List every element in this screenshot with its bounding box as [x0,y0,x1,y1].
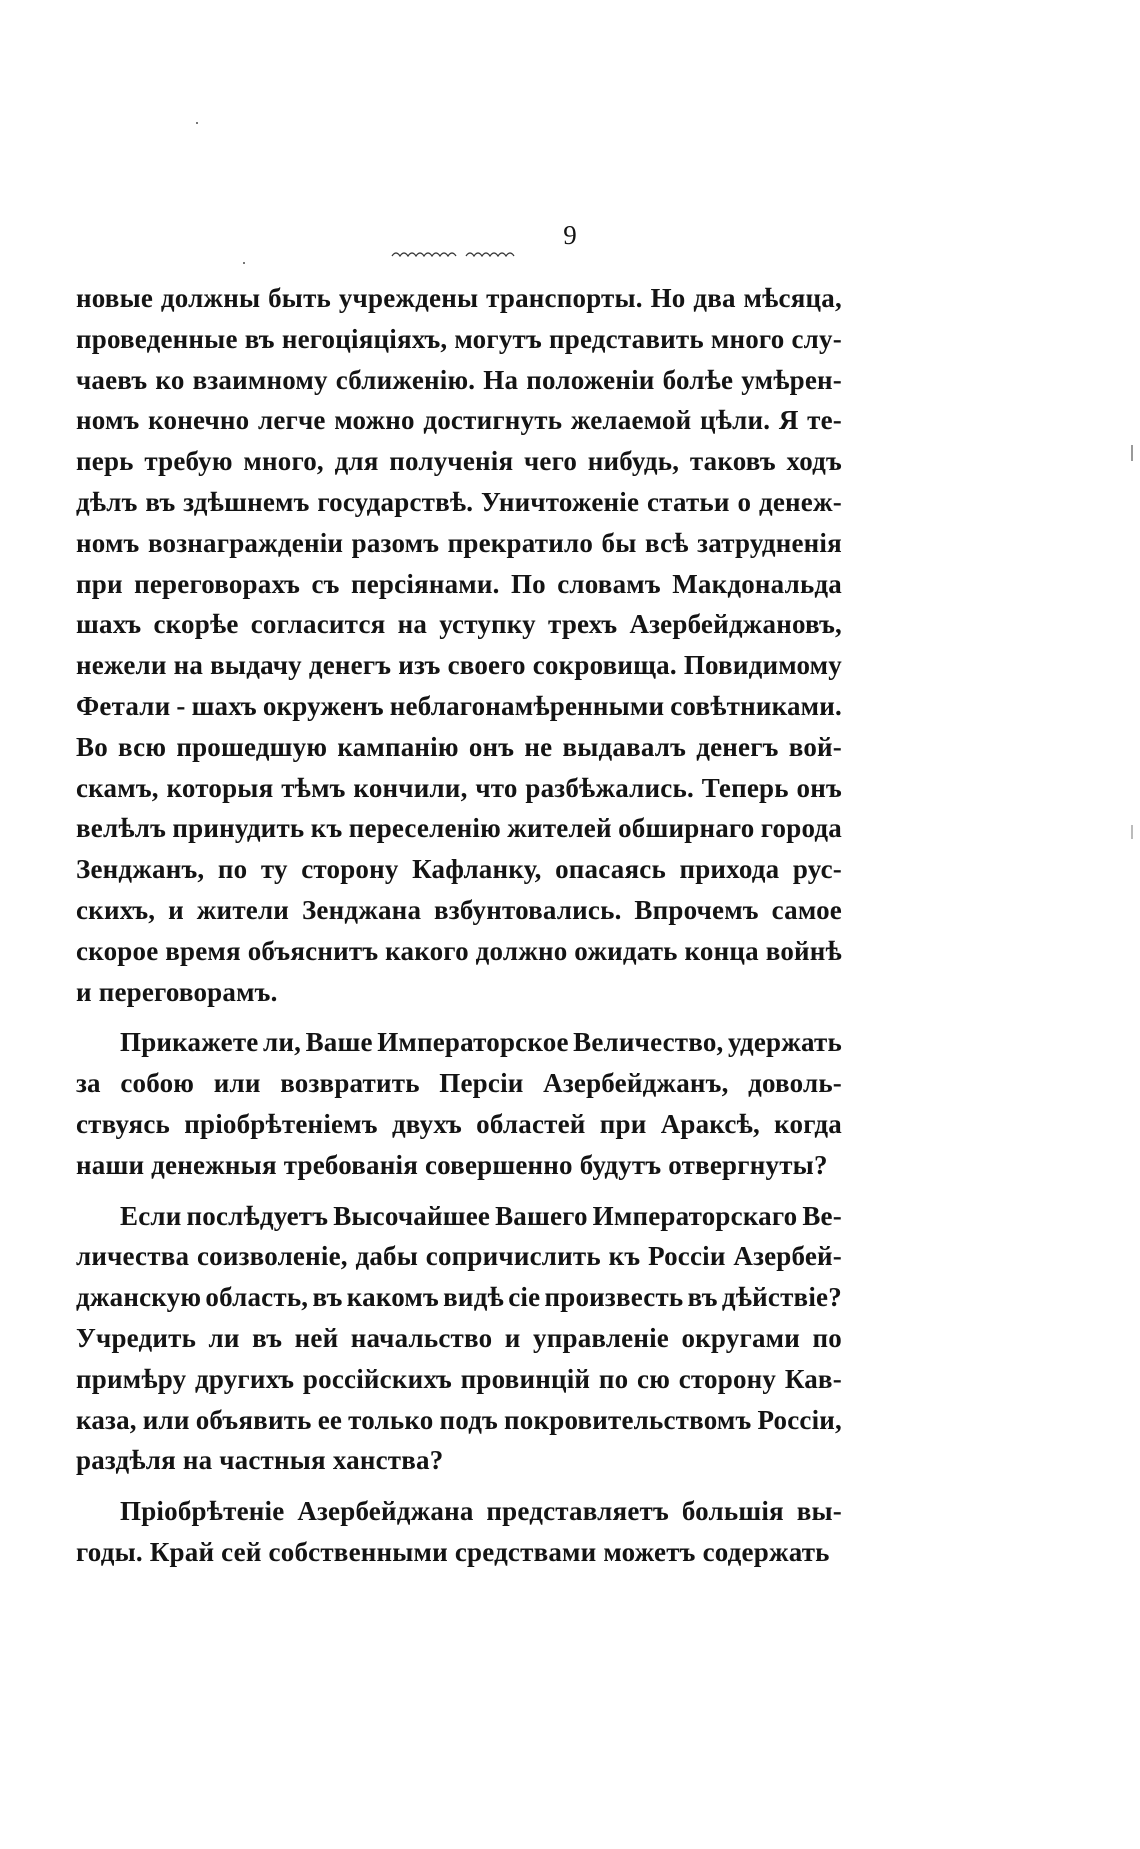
text-line: скамъ, которыя тѣмъ кончили, что разбѣжались. Теперь онъ [76,772,842,803]
page-number: 9 [563,220,577,250]
body-text [76,283,842,1578]
text-line: каза, или объявить ее только подъ покровительствомъ Россіи, [76,1404,842,1435]
text-line: за собою или возвратить Персіи Азербейджанъ, доволь- [76,1068,842,1099]
paragraph-gap [76,1191,842,1201]
paragraph [76,1201,842,1487]
paragraph [76,283,842,1017]
text-line: при переговорахъ съ персіянами. По словамъ Макдональда [76,568,842,599]
text-line: ствуясь пріобрѣтеніемъ двухъ областей при Араксѣ, когда [76,1108,842,1139]
text-line: примѣру другихъ россійскихъ провинцій по сю сторону Кав- [76,1363,842,1394]
text-line: джанскую область, въ какомъ видѣ сіе произвесть въ дѣйствіе? [76,1282,842,1313]
scan-speck [196,122,198,124]
text-line: и переговорамъ. [76,976,278,1007]
text-line: Прикажете ли, Ваше Императорское Величество, удержать [120,1027,842,1058]
text-line: дѣлъ въ здѣшнемъ государствѣ. Уничтоженіе статьи о денеж- [76,486,842,517]
text-line: Во всю прошедшую кампанію онъ не выдавалъ денегъ вой- [76,731,842,762]
text-line: скорое время объяснитъ какого должно ожидать конца войнѣ [76,935,842,966]
text-line: новые должны быть учреждены транспорты. Но два мѣсяца, [76,283,842,313]
paragraph [76,1496,842,1578]
text-line: Пріобрѣтеніе Азербейджана представляетъ большія вы- [120,1496,842,1527]
scan-margin-mark [1131,825,1133,839]
text-line: перь требую много, для полученія чего нибудь, таковъ ходъ [76,446,842,477]
text-line: личества соизволеніе, дабы сопричислить къ Россіи Азербей- [76,1241,842,1272]
text-line: чаевъ ко взаимному сближенію. На положеніи болѣе умѣрен- [76,364,842,395]
text-line: шахъ скорѣе согласится на уступку трехъ Азербейджановъ, [76,609,842,640]
paragraph [76,1027,842,1190]
text-line: номъ вознагражденіи разомъ прекратило бы всѣ затрудненія [76,527,842,558]
text-line: Фетали - шахъ окруженъ неблагонамѣренными совѣтниками. [76,690,842,721]
text-line: скихъ, и жители Зенджана взбунтовались. Впрочемъ самое [76,894,842,925]
text-line: нежели на выдачу денегъ изъ своего сокровища. Повидимому [76,650,842,681]
ornament-divider-icon [390,248,520,260]
text-line: наши денежныя требованія совершенно будутъ отвергнуты? [76,1149,828,1180]
text-line: Зенджанъ, по ту сторону Кафланку, опасаясь прихода рус- [76,854,842,885]
text-line: Учредить ли въ ней начальство и управленіе округами по [76,1322,842,1353]
text-line: велѣлъ принудить къ переселенію жителей обширнаго города [76,813,842,844]
paragraph-gap [76,1017,842,1027]
paragraph-gap [76,1486,842,1496]
scan-speck [243,262,245,264]
text-line: Если послѣдуетъ Высочайшее Вашего Императорскаго Ве- [120,1200,842,1231]
text-line: годы. Край сей собственными средствами можетъ содержать [76,1536,830,1567]
scan-margin-mark [1131,445,1133,461]
text-line: номъ конечно легче можно достигнуть желаемой цѣли. Я те- [76,405,842,436]
text-line: проведенные въ негоціяціяхъ, могутъ представить много слу- [76,323,842,354]
text-line: раздѣля на частныя ханства? [76,1445,444,1476]
